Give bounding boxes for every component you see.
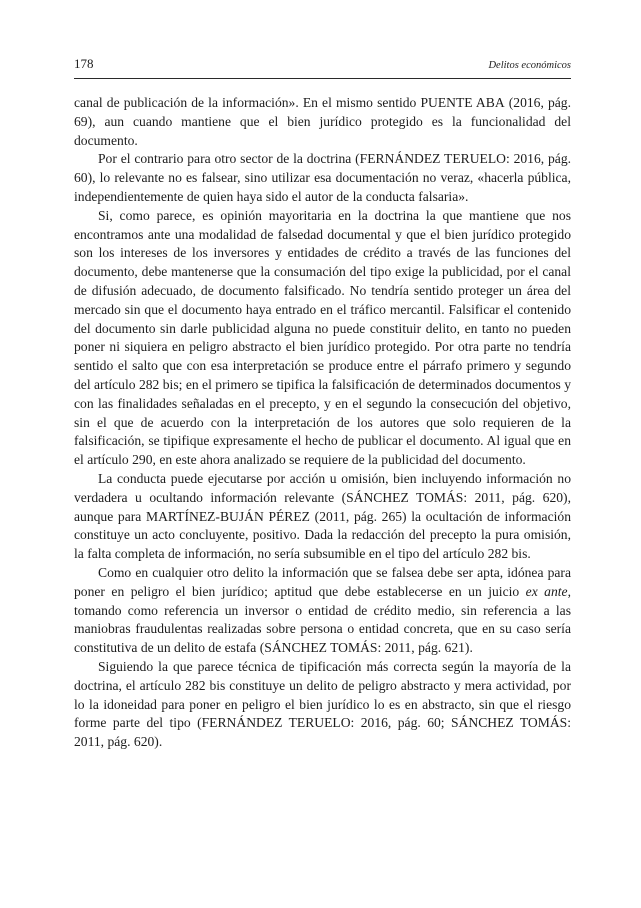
running-head: Delitos económicos (488, 60, 571, 71)
author-citation: MARTÍNEZ-BUJÁN PÉREZ (146, 508, 310, 524)
author-citation: FERNÁNDEZ TERUELO (201, 715, 351, 731)
page-number: 178 (74, 56, 94, 71)
text-run: Si, como parece, es opinión mayoritaria en la doctrina la que mantiene que nos encontramos ante una modalidad de falsedad documental y que el bien jurídico protegido son los intereses de los inversores y entidades de crédito a través de las funciones del documento, debe mantenerse que la consumación del tipo exige la publicidad, por el canal de difusión adecuado, de documento falsificado. No tendría sentido proteger un área del mercado sin que el documento haya entrado en el tráfico mercantil. Falsificar el contenido del documento sin darle publicidad alguna no puede constituir delito, en tanto no pueden poner ni siquiera en peligro abstracto el bien jurídico protegido. Por otra parte no tendría sentido el salto que con esa interpretación se produce entre el párrafo primero y segundo del artículo 282 bis; en el primero se tipifica la falsificación de determinados documentos y con las finalidades señaladas en el precepto, y en el segundo la consecución del objetivo, sin el que de acuerdo con la interpretación de los autores que solo requieren de la falsificación, se tipifique expresamente el hecho de publicar el documento. Al igual que en el artículo 290, en este ahora analizado se requiere de la publicidad del documento. (74, 207, 571, 468)
text-run: (2016, pág. 69), aun cuando mantiene que el bien jurídico protegido es la funcionalidad del documento. (74, 95, 571, 148)
text-run: : 2011, pág. 620). (74, 715, 571, 750)
text-run: La conducta puede ejecutarse por acción u omisión, bien incluyendo información no verdadera u ocultando información relevante ( (74, 470, 571, 505)
paragraph (74, 207, 571, 470)
text-run: (2011, pág. 265) la ocultación de información constituye un acto concluyente, positivo. Dada la redacción del precepto la pura omisión, la falta completa de información, no sería subsumible en el tipo del artículo 282 bis. (74, 508, 571, 562)
page-header (74, 56, 571, 76)
paragraph (74, 470, 571, 564)
header-rule (74, 78, 571, 79)
text-run: : 2011, pág. 621). (377, 640, 473, 656)
text-run: : 2016, pág. 60; (350, 715, 451, 731)
paragraph (74, 658, 571, 752)
italic-term: ex ante (525, 583, 568, 599)
text-run: : 2016, pág. 60), lo relevante no es falsear, sino utilizar esa documentación no veraz, «hacerla pública, independientemente de quien haya sido el autor de la conducta falsaria». (74, 151, 572, 204)
text-run: Siguiendo la que parece técnica de tipificación más correcta según la mayoría de la doctrina, el artículo 282 bis constituye un delito de peligro abstracto y mera actividad, por lo la idoneidad para poner en peligro el bien jurídico lo es en abstracto, sin que el riesgo forme parte del tipo ( (74, 658, 571, 731)
text-run: canal de publicación de la información». En el mismo sentido (74, 95, 421, 110)
paragraph (74, 564, 571, 658)
author-citation: PUENTE ABA (420, 95, 505, 110)
body-text (74, 94, 571, 752)
author-citation: SÁNCHEZ TOMÁS (346, 489, 464, 505)
text-run: , tomando como referencia un inversor o entidad de crédito medio, sin referencia a las maniobras fraudulentas realizadas sobre persona o entidad concreta, que en su caso sería constitutiva de un delito de estafa ( (74, 583, 571, 656)
author-citation: FERNÁNDEZ TERUELO (359, 151, 506, 167)
text-run: Por el contrario para otro sector de la doctrina ( (98, 151, 360, 167)
text-run: Como en cualquier otro delito la información que se falsea debe ser apta, idónea para poner en peligro el bien jurídico; aptitud que debe establecerse en un juicio (74, 564, 571, 599)
paragraph (74, 150, 571, 206)
author-citation: SÁNCHEZ TOMÁS (451, 715, 568, 731)
text-run: : 2011, pág. 620), aunque para (74, 489, 571, 524)
paragraph (74, 94, 571, 150)
author-citation: SÁNCHEZ TOMÁS (264, 640, 378, 656)
